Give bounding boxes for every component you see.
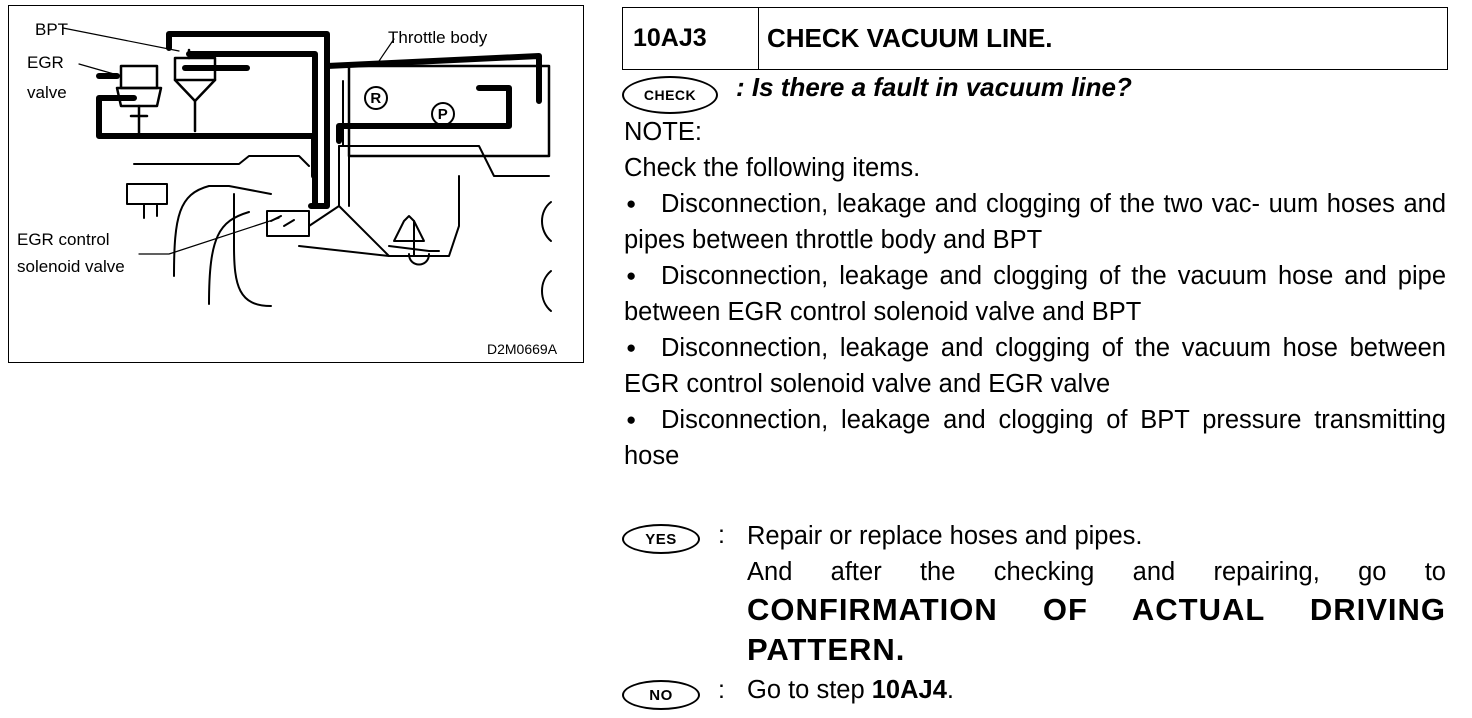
- no-colon: :: [718, 676, 725, 704]
- note-item: ● Disconnection, leakage and clogging of the vacuum hose and pipe between EGR control solenoid valve and BPT: [624, 258, 1446, 330]
- yes-destination-period: .: [895, 632, 906, 667]
- note-intro: Check the following items.: [624, 153, 921, 182]
- note-section: [624, 115, 1446, 474]
- step-id: 10AJ3: [623, 8, 759, 69]
- bpt-shape: [175, 50, 215, 131]
- note-item: ● Disconnection, leakage and clogging of the vacuum hose between EGR control solenoid valve and EGR valve: [624, 330, 1446, 402]
- egr-control-label-line1: EGR control: [17, 230, 110, 249]
- note-item: ● Disconnection, leakage and clogging of BPT pressure transmitting hose: [624, 402, 1446, 474]
- vacuum-hoses: [99, 34, 539, 206]
- vacuum-line-diagram: [8, 5, 584, 363]
- port-r-marker: R: [364, 86, 388, 110]
- egr-valve-label-line1: EGR: [27, 53, 64, 72]
- yes-destination-text: CONFIRMATION OF ACTUAL DRIVING PATTERN: [747, 592, 1446, 667]
- yes-badge: YES: [622, 524, 700, 554]
- no-badge: NO: [622, 680, 700, 710]
- no-text: Go to step: [747, 676, 872, 704]
- step-title: CHECK VACUUM LINE.: [767, 23, 1053, 53]
- yes-line1: Repair or replace hoses and pipes.: [747, 522, 1143, 550]
- throttle-body-label: Throttle body: [388, 28, 488, 47]
- yes-destination: [747, 590, 1446, 670]
- check-badge: CHECK: [622, 76, 718, 114]
- step-header: [622, 7, 1448, 70]
- yes-line2: And after the checking and repairing, go to: [747, 557, 1446, 586]
- egr-control-label-line2: solenoid valve: [17, 257, 125, 276]
- figure-code: D2M0669A: [487, 341, 558, 357]
- note-heading: NOTE:: [624, 118, 702, 146]
- engine-diagram-drawing: [9, 6, 585, 364]
- bpt-label: BPT: [35, 20, 69, 39]
- check-question: : Is there a fault in vacuum line?: [736, 72, 1132, 102]
- yes-colon: :: [718, 521, 725, 549]
- port-p-marker: P: [431, 102, 455, 126]
- no-period: .: [946, 676, 954, 704]
- egr-valve-label-line2: valve: [27, 83, 67, 102]
- no-answer: [747, 676, 954, 705]
- yes-answer: [747, 519, 1446, 670]
- note-item: ● Disconnection, leakage and clogging of the two vac- uum hoses and pipes between throttle body and BPT: [624, 186, 1446, 258]
- no-step-link: 10AJ4: [871, 676, 947, 704]
